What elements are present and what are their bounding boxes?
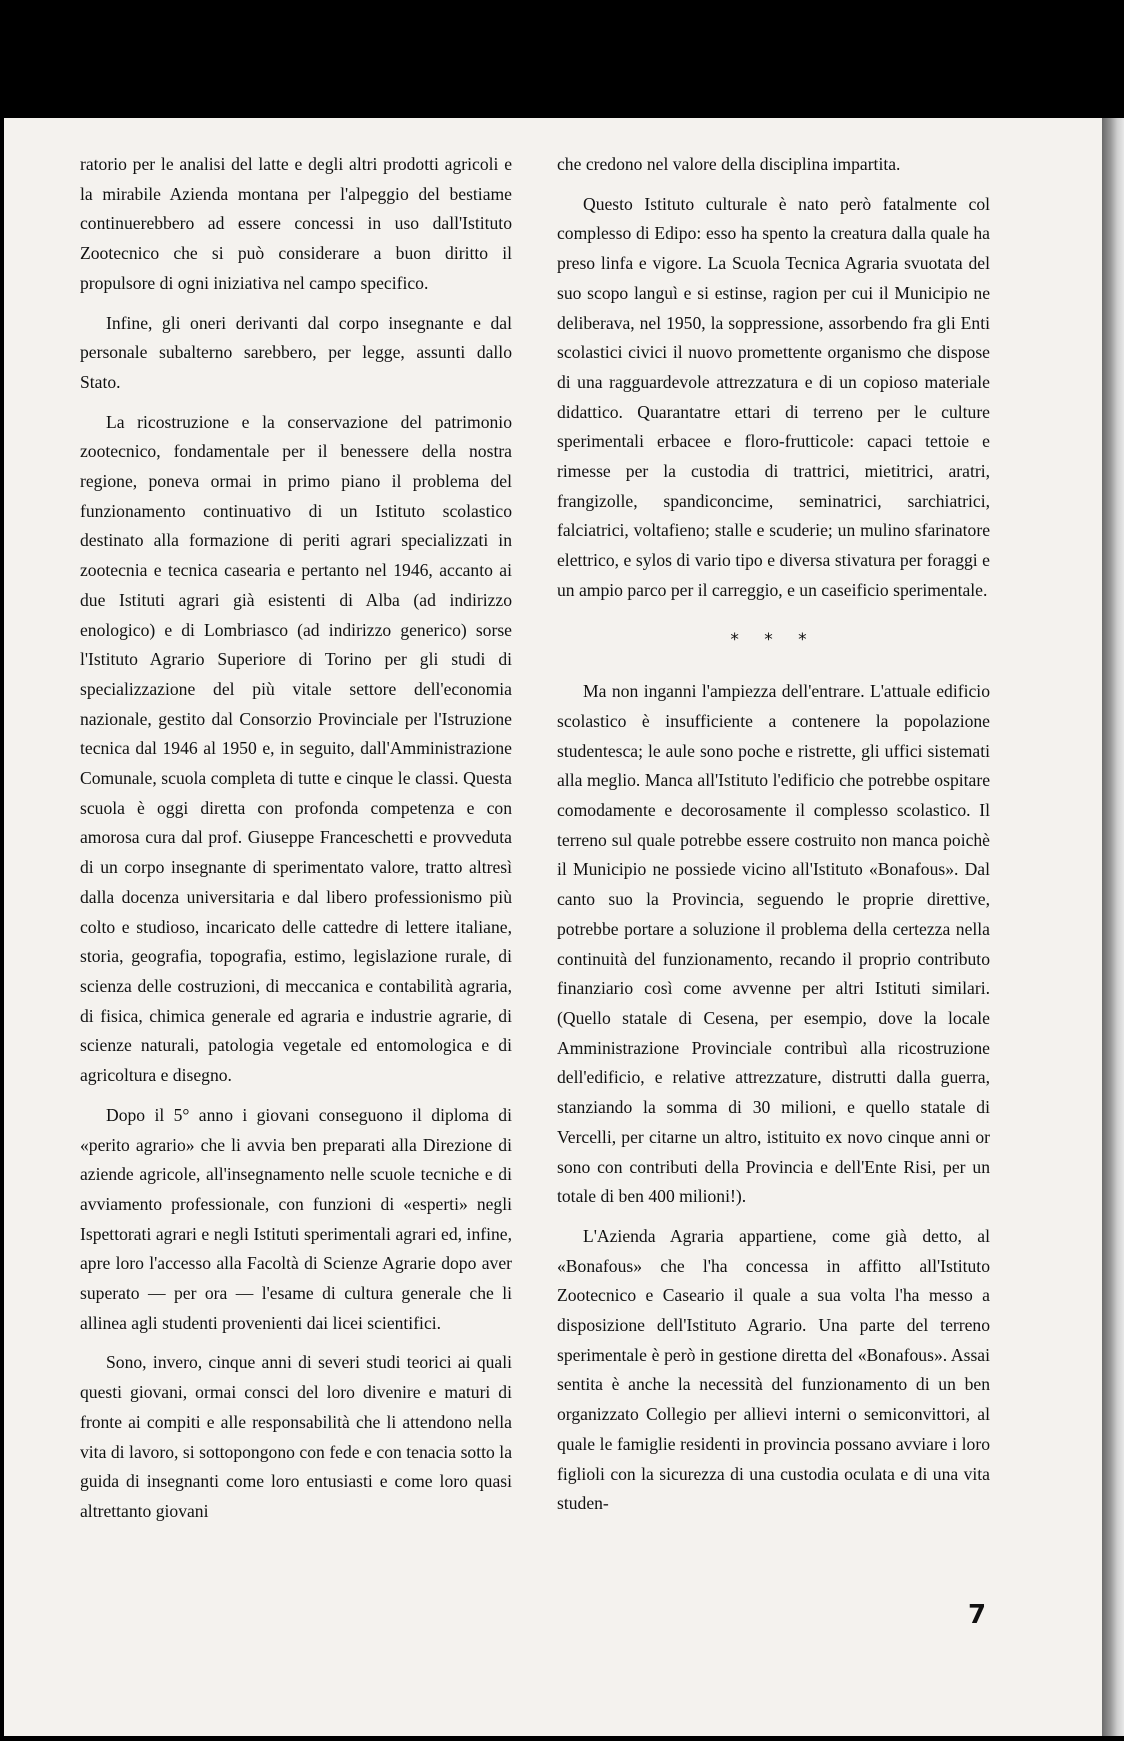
right-paragraph-2: Questo Istituto culturale è nato però fatalmente col complesso di Edipo: esso ha spento la creatura dalla quale ha preso linfa e vigore. La Scuola Tecnica Agraria svuotata del suo scopo languì e si estinse, ragion per cui il Municipio ne deliberava, nel 1950, la soppressione, assorbendo fra gli Enti scolastici civici il nuovo promettente organismo che dispose di una ragguardevole attrezzatura e di un copioso materiale didattico. Quarantatre ettari di terreno per le culture sperimentali erbacee e floro-frutticole: capaci tettoie e rimesse per la custodia di trattrici, mietitrici, aratri, frangizolle, spandiconcime, seminatrici, sarchiatrici, falciatrici, voltafieno; stalle e scuderie; un mulino sfarinatore elettrico, e sylos di vario tipo e diversa stivatura per foraggi e un ampio parco per il carreggio, e un caseificio sperimentale. xyxy=(557,193,990,600)
right-paragraph-3: Ma non inganni l'ampiezza dell'entrare. L'attuale edificio scolastico è insufficiente a contenere la popolazione studentesca; le aule sono poche e ristrette, gli uffici sistemati alla meglio. Manca all'Istituto l'edificio che potrebbe ospitare comodamente e decorosamente il complesso scolastico. Il terreno sul quale potrebbe essere costruito non manca poichè il Municipio ne possiede vicino all'Istituto «Bonafous». Dal canto suo la Provincia, seguendo le proprie direttive, potrebbe portare a soluzione il problema della certezza nella continuità del funzionamento, recando il proprio contributo finanziario così come avvenne per altri Istituti similari. (Quello statale di Cesena, per esempio, dove la locale Amministrazione Provinciale contribuì alla ricostruzione dell'edificio, e relative attrezzature, distrutti dalla guerra, stanziando la somma di 30 milioni, e quello statale di Vercelli, per citarne un altro, istituito ex novo cinque anni or sono con contributi della Provincia e dell'Ente Risi, per un totale di ben 400 milioni!). xyxy=(557,681,990,1207)
left-paragraph-1: ratorio per le analisi del latte e degli altri prodotti agricoli e la mirabile Azienda montana per l'alpeggio del bestiame continuerebbero ad essere concessi in uso dall'Istituto Zootecnico che si può considerare a buon diritto il propulsore di ogni iniziativa nel campo specifico. xyxy=(80,154,512,293)
page-edge-shadow xyxy=(1102,118,1124,1736)
section-separator: * * * xyxy=(730,629,817,650)
right-paragraph-4: L'Azienda Agraria appartiene, come già detto, al «Bonafous» che l'ha concessa in affitto all'Istituto Zootecnico e Caseario il quale a sua volta l'ha messo a disposizione dell'Istituto Agrario. Una parte del terreno sperimentale è però in gestione diretta del «Bonafous». Assai sentita è anche la necessità del funzionamento di un ben organizzato Collegio per allievi interni o semiconvittori, al quale le famiglie residenti in provincia possano avviare i loro figlioli con la sicurezza di una custodia oculata e di una vita studen- xyxy=(557,1225,990,1514)
left-paragraph-2: Infine, gli oneri derivanti dal corpo insegnante e dal personale subalterno sarebbero, per legge, assunti dallo Stato. xyxy=(80,312,512,392)
left-paragraph-5: Sono, invero, cinque anni di severi studi teorici ai quali questi giovani, ormai consci del loro divenire e maturi di fronte ai compiti e alle responsabilità che li attendono nella vita di lavoro, si sottopongono con fede e con tenacia sotto la guida di insegnanti come loro entusiasti e come loro quasi altrettanto giovani xyxy=(80,1352,512,1521)
page-number: 7 xyxy=(968,1600,987,1630)
left-paragraph-3: La ricostruzione e la conservazione del patrimonio zootecnico, fondamentale per il benessere della nostra regione, poneva ormai in primo piano il problema del funzionamento continuativo di un Istituto scolastico destinato alla formazione di periti agrari specializzati in zootecnia e tecnica casearia e pertanto nel 1946, accanto ai due Istituti agrari già esistenti di Alba (ad indirizzo enologico) e di Lombriasco (ad indirizzo generico) sorse l'Istituto Agrario Superiore di Torino per gli studi di specializzazione del più vitale settore dell'economia nazionale, gestito dal Consorzio Provinciale per l'Istruzione tecnica dal 1946 al 1950 e, in seguito, dall'Amministrazione Comunale, scuola completa di tutte e cinque le classi. Questa scuola è oggi diretta con profonda competenza e con amorosa cura dal prof. Giuseppe Franceschetti e provveduta di un corpo insegnante di sperimentato valore, tratto altresì dalla docenza universitaria e dal libero professionismo più colto e studioso, incaricato delle cattedre di lettere italiane, storia, geografia, topografia, estimo, legislazione rurale, di scienza delle costruzioni, di meccanica e contabilità agraria, di fisica, chimica generale ed agraria e industrie agrarie, di scienze naturali, patologia vegetale ed entomologica e di agricoltura e disegno. xyxy=(80,411,512,1086)
left-text-column xyxy=(80,150,512,1527)
right-text-column xyxy=(557,150,990,1519)
right-paragraph-1: che credono nel valore della disciplina impartita. xyxy=(557,154,901,174)
left-paragraph-4: Dopo il 5° anno i giovani conseguono il diploma di «perito agrario» che li avvia ben preparati alla Direzione di aziende agricole, all'insegnamento nelle scuole tecniche e di avviamento professionale, con funzioni di «esperti» negli Ispettorati agrari e negli Istituti sperimentali agrari ed, infine, apre loro l'accesso alla Facoltà di Scienze Agrarie dopo aver superato — per ora — l'esame di cultura generale che li allinea agli studenti provenienti dai licei scientifici. xyxy=(80,1104,512,1333)
